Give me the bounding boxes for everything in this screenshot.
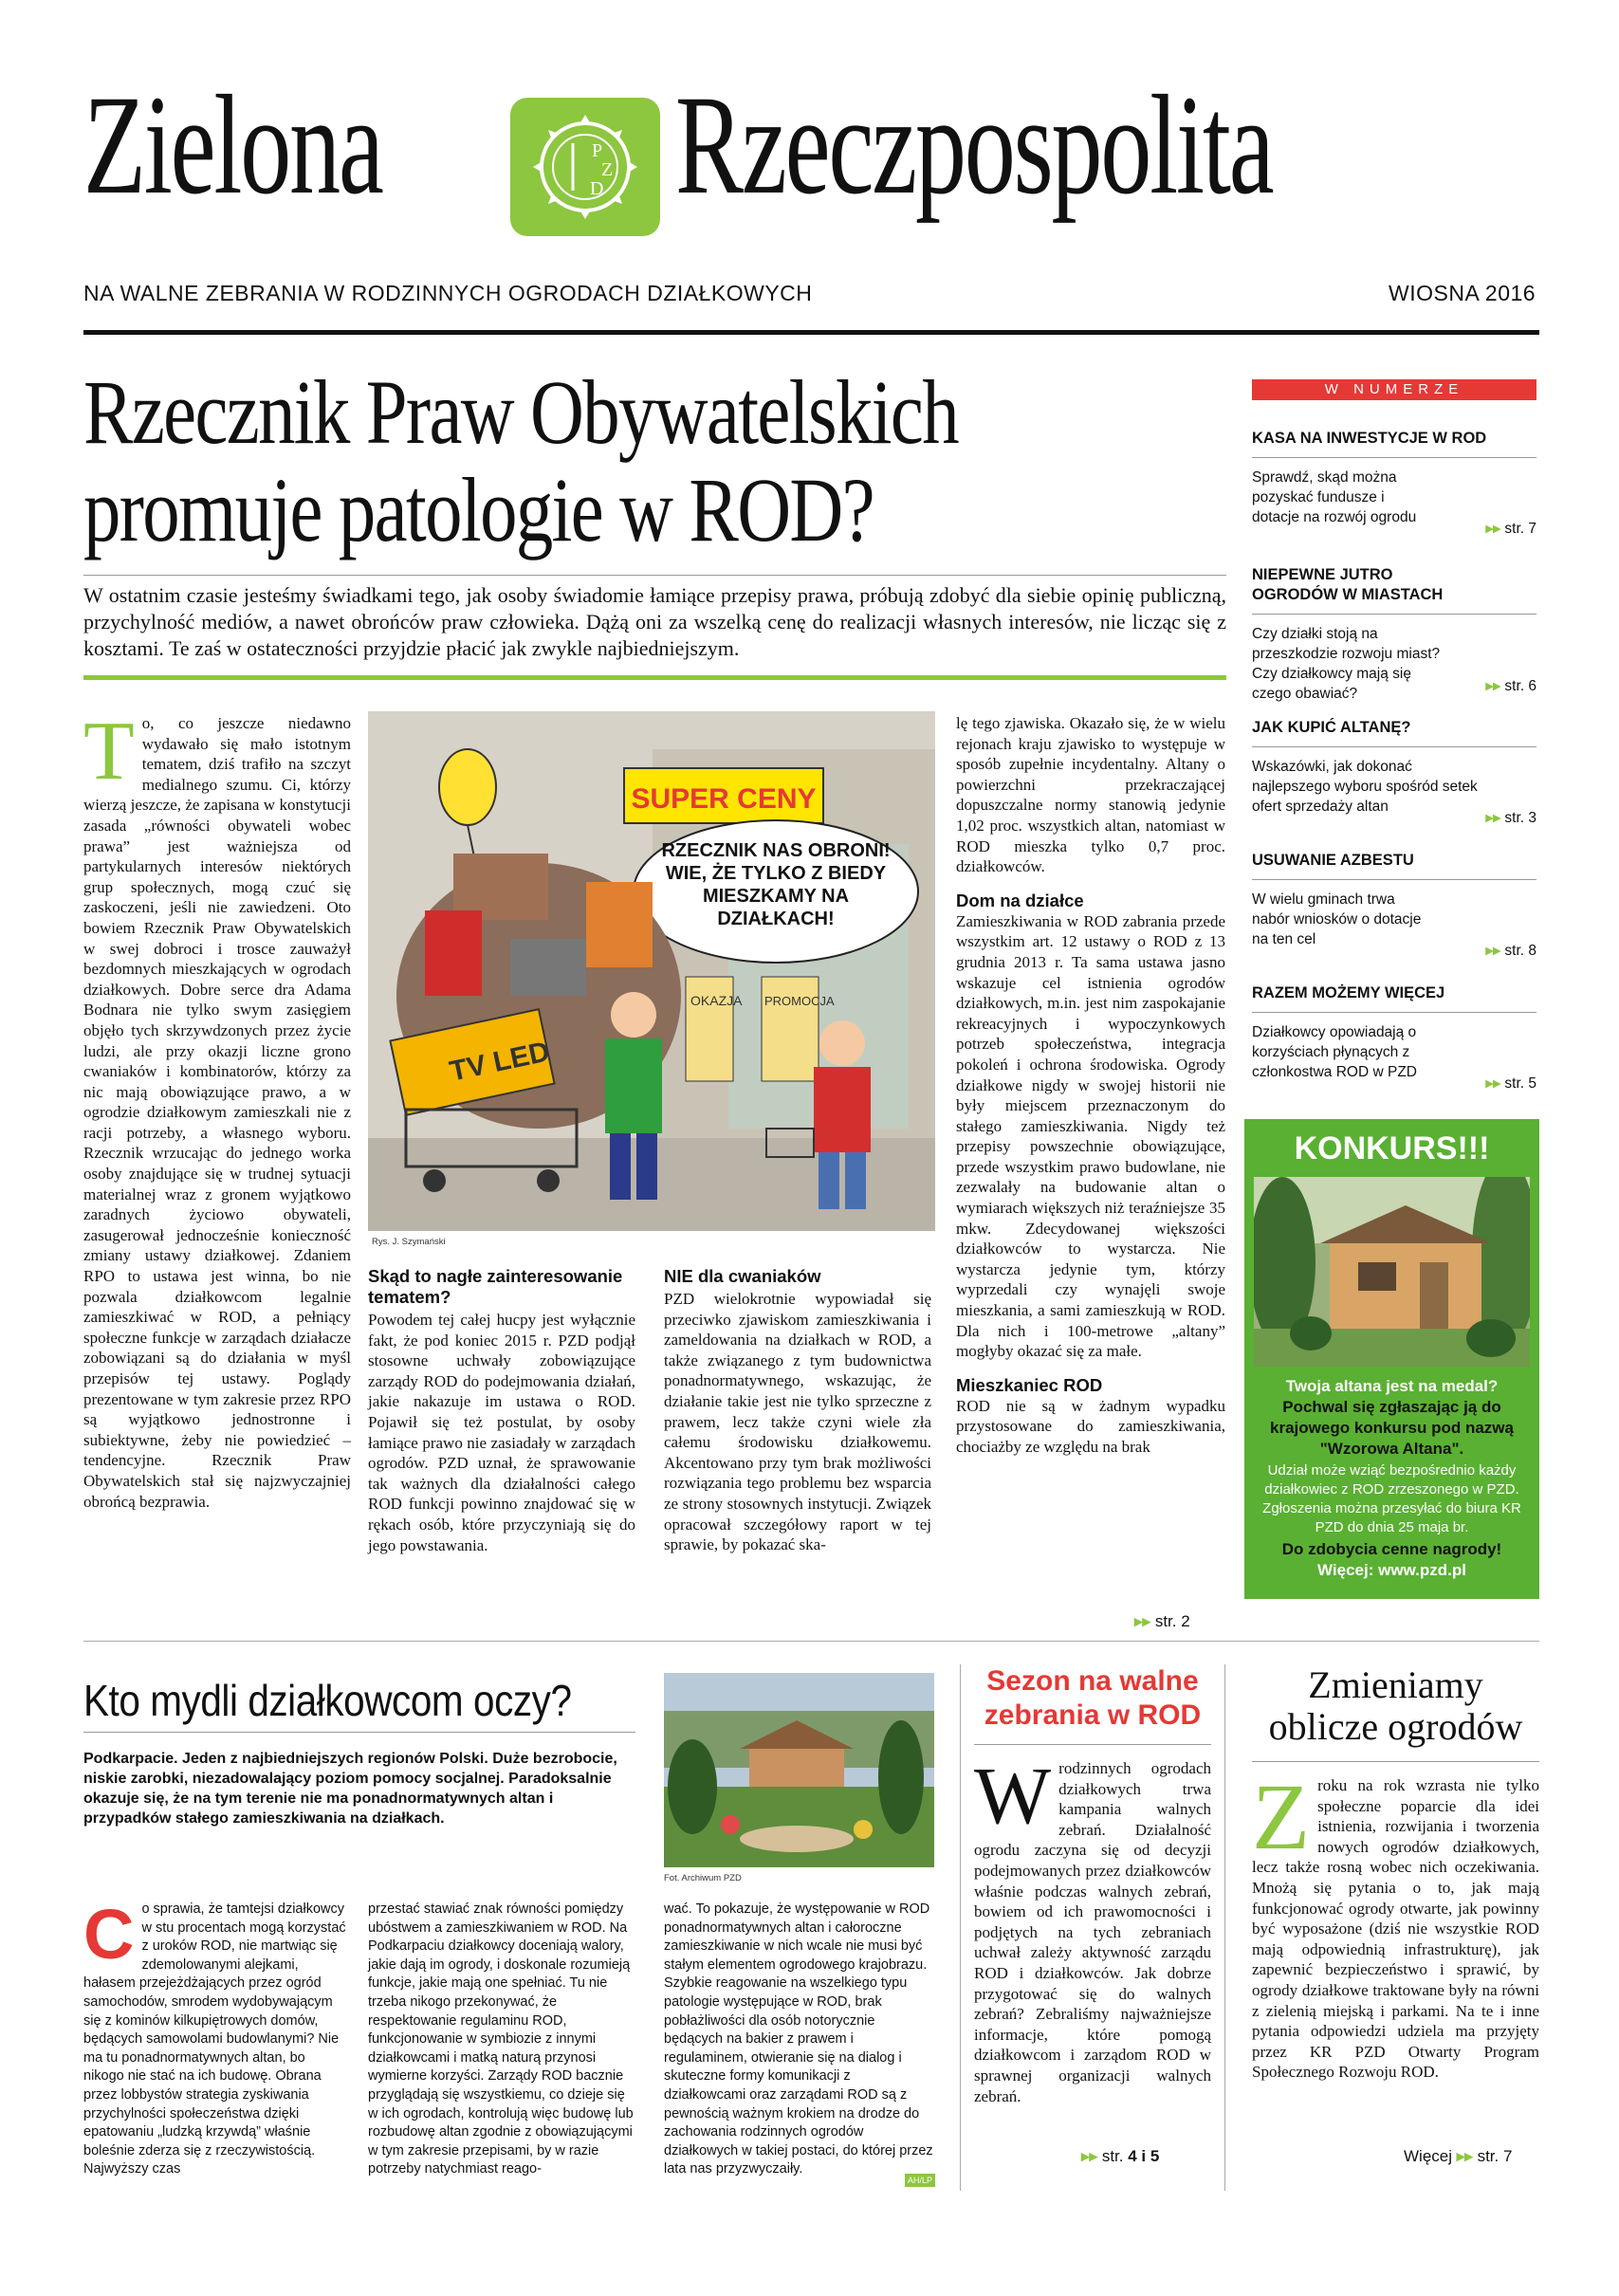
col4-continue-link[interactable] xyxy=(1134,1612,1190,1631)
bottom3-text: roku na rok wzrasta nie tylko społeczne poparcie dla idei istnienia, rozwijania i tworzenia nowych ogrodów działkowych, lecz także rosną wobec nich oczekiwania. Mnożą się pytania o to, jak mają funkcjonować ogrody otwarte, jak powinny być wyposażone (dziś nie wszystkie ROD mają odpowiednią infrastrukturę), jak zapewnić bezpieczeństwo i sprawić, by ogrody działkowe traktowane były na równi z zielenią miejską i parkami. Na te i inne pytania odpowiedzi udziela ma przyjęty przez KR PZD Otwarty Program Społecznego Rozwoju ROD. xyxy=(1252,1776,1539,2082)
col2-text: Powodem tej całej hucpy jest wyłącznie fakt, że pod koniec 2015 r. PZD podjął stosowne uchwały zobowiązujące zarządy ROD do podejmowania działań, jakie nakazuje im ustawa o ROD. Pojawił się też postulat, by osoby łamiące prawo nie zasiadały w zarządach ogrodów. PZD uznał, że sprawowanie tak ważnych dla działalności całego ROD funkcji powinno znajdować się w rękach osób, które przyczyniają się do jego powstawania. xyxy=(368,1311,635,1554)
bottom2-headline: Sezon na walne zebrania w ROD xyxy=(984,1665,1202,1731)
bottom2-text: rodzinnych ogrodach działkowych trwa kampania walnych zebrań. Działalność ogrodu zaczyna się od decyzji podejmowanych przez działkowców właśnie podczas walnych zebrań, bowiem od ich prawomocności i podjętych na tych zebraniach uchwał zależy aktywność zarządu ROD i działkowców. Jak dobrze przygotować się do walnych zebrań? Zebraliśmy najważniejsze informacje, które pomogą działkowcom i zarządom ROD w sprawnej organizacji walnych zebrań. xyxy=(974,1759,1211,2105)
masthead-subtitle: NA WALNE ZEBRANIA W RODZINNYCH OGRODACH DZIAŁKOWYCH xyxy=(83,281,813,305)
double-arrow-icon: ▸▸ xyxy=(1134,1612,1151,1630)
sidebar-item-text: Sprawdź, skąd można pozyskać fundusze i dotacje na rozwój ogrodu xyxy=(1252,469,1417,525)
bottom3-text-wrap xyxy=(1252,1764,1539,2083)
masthead-rule xyxy=(83,330,1539,335)
sidebar-item-page: ▸▸ str. 7 xyxy=(1485,521,1536,537)
main-lead: W ostatnim czasie jesteśmy świadkami tego, jak osoby świadomie łamiące przepisy prawa, próbują zdobyć dla siebie opinię publiczną, przychylność mediów, a nawet obrońców praw człowieka. Dążą oni za wszelką cenę do realizacji własnych interesów, nie licząc się z kosztami. Te zaś w ostateczności przyjdzie płacić jak zwykle najbiedniejszym. xyxy=(83,583,1226,660)
col2-subhead: Skąd to nagłe zainteresowanie tematem? xyxy=(368,1266,623,1307)
double-arrow-icon: ▸▸ xyxy=(1485,678,1501,694)
sidebar xyxy=(1252,379,1536,400)
masthead-title-right: Rzeczpospolita xyxy=(675,66,1273,224)
double-arrow-icon: ▸▸ xyxy=(1456,2147,1473,2165)
bottom1-lead: Podkarpacie. Jeden z najbiedniejszych regionów Polski. Duże bezrobocie, niskie zarobki, niezadowalający poziom pomocy socjalnej. Paradoksalnie okazuje się, że na tym terenie nie ma ponadnormatywnych altan i przypadków stałego zamieszkiwania na działkach. xyxy=(83,1751,617,1827)
bottom2-continue-link[interactable]: ▸▸ str. 4 i 5 xyxy=(1081,2147,1160,2165)
lead-green-rule xyxy=(83,675,1226,680)
bottom2-pages: 4 i 5 xyxy=(1128,2147,1160,2165)
sidebar-divider xyxy=(1252,879,1536,880)
sidebar-divider xyxy=(1252,746,1536,747)
main-col4 xyxy=(956,713,1225,1458)
sidebar-item-page: ▸▸ str. 3 xyxy=(1485,810,1536,826)
col4-str: str. 2 xyxy=(1154,1612,1190,1630)
bottom3-rule xyxy=(1252,1761,1539,1762)
col4-text-mid: Zamieszkiwania w ROD zabrania przede wszystkim art. 12 ustawy o ROD z 13 grudnia 2013 r. Ta sama ustawa jasno wskazuje cel istnienia ogrodów działkowych, m.in. jest nim zaspokajanie rekreacyjnych i wypoczynkowych potrzeb społeczeństwa, integracja pokoleń i ochrona środowiska. Ogrody działkowe nigdy w swojej historii nie były miejscem przeznaczonym do stałego zamieszkiwania. Nigdy też przepisy powszechnie obowiązujące, przede wszystkim prawo budowlane, nie zezwalały na budowanie altan o wymiarach większych niż teraźniejsze 35 mkw. Zdecydowanej większości działkowców to wystarcza. Nie wystarcza jedynie tym, którzy wyprzedali czy wynajęli swoje mieszkania, a sami zamieszkują w ROD. Dla nich i 100-metrowe „altany” mogłyby okazać się za małe. xyxy=(956,911,1225,1361)
sidebar-item-2[interactable] xyxy=(1252,565,1536,704)
main-col1 xyxy=(83,706,351,1512)
sidebar-item-head: RAZEM MOŻEMY WIĘCEJ xyxy=(1252,984,1445,1001)
double-arrow-icon: ▸▸ xyxy=(1485,943,1501,959)
bottom2-dropcap: W xyxy=(974,1750,1052,1841)
bottom3-dropcap: Z xyxy=(1252,1764,1311,1869)
cartoon-promocja: PROMOCJA xyxy=(764,994,835,1008)
sidebar-item-page: ▸▸ str. 6 xyxy=(1485,678,1536,694)
sidebar-item-page: ▸▸ str. 8 xyxy=(1485,943,1536,959)
bottom1-col3: wać. To pokazuje, że występowanie w ROD ponadnormatywnych altan i całoroczne zamieszkiwanie w nich wcale nie musi być stałym elementem ogrodowego krajobrazu. Szybkie reagowanie na wszelkiego typu patologie występujące w ROD, brak pobłażliwości dla osób notorycznie będących na bakier z prawem i regulaminem, otwieranie się na dialog i skuteczne formy komunikacji z działkowcami oraz zarządami ROD są z pewnością ważnym krokiem na drodze do zachowania rodzinnych ogrodów działkowych w takiej postaci, do której przez lata nas przyzwyczaiły. xyxy=(664,1901,933,2177)
sidebar-item-head: USUWANIE AZBESTU xyxy=(1252,852,1414,869)
garden-house-photo-icon xyxy=(1254,1177,1530,1367)
logo-letter-z: Z xyxy=(601,159,614,180)
konkurs-question: Twoja altana jest na medal? xyxy=(1285,1377,1499,1395)
sidebar-label: W NUMERZE xyxy=(1252,379,1536,400)
bottom3 xyxy=(1252,1664,1539,2083)
bottom2-text-wrap xyxy=(974,1750,1211,2106)
cartoon-sign: SUPER CENY xyxy=(631,783,817,815)
bottom3-headline: Zmieniamy oblicze ogrodów xyxy=(1268,1663,1523,1748)
bottom1-photo-caption: Fot. Archiwum PZD xyxy=(664,1873,742,1883)
sidebar-item-3[interactable] xyxy=(1252,718,1536,826)
col4-subhead-1: Dom na działce xyxy=(956,890,1084,910)
double-arrow-icon: ▸▸ xyxy=(1485,810,1501,826)
bottom1-headline: Kto mydli działkowcom oczy? xyxy=(83,1676,572,1725)
col4-subhead-2: Mieszkaniec ROD xyxy=(956,1374,1103,1395)
headline-rule xyxy=(83,575,1226,576)
bottom2-rule xyxy=(974,1744,1211,1745)
pzd-logo-icon xyxy=(510,98,660,236)
konkurs-more-link[interactable]: Więcej: www.pzd.pl xyxy=(1317,1561,1466,1579)
sidebar-item-head: JAK KUPIĆ ALTANĘ? xyxy=(1252,719,1411,736)
bottom3-continue-link[interactable]: Więcej ▸▸ str. 7 xyxy=(1404,2147,1513,2165)
cartoon-okazja: OKAZJA xyxy=(690,993,743,1008)
bottom1-col2: przestać stawiać znak równości pomiędzy ubóstwem a zamieszkiwaniem w ROD. Na Podkarpaciu działkowcy doceniają walory, jakie dają im ogrody, i doskonale rozumieją funkcje, jakie mają one spełniać. Tu nie trzeba nikogo przekonywać, że respektowanie regulaminu ROD, funkcjonowanie w symbiozie z innymi działkowcami i matką naturą przynosi wymierne korzyści. Zarządy ROD bacznie przyglądają się wszystkiemu, co dzieje się w ich ogrodach, kontrolują więc budowę lub rozbudowę altan zgodnie z obowiązującymi w tym zakresie przepisami, by w razie potrzeby natychmiast reago- xyxy=(368,1901,634,2177)
bottom1-col1-text: o sprawia, że tamtejsi działkowcy w stu procentach mogą korzystać z uroków ROD, nie martwiąc się zdemolowanymi alejkami, hałasem przejeżdżających przez ogród samochodów, smrodem wydobywającym się z kominów kilkupiętrowych domów, będących samowolami budowlanymi? Nie ma tu ponadnormatywnych altan, bo nikogo nie stać na ich budowę. Obrana przez lobbystów strategia zyskiwania przychylności społeczeństwa dzięki epatowaniu „ludzką krzywdą” właśnie boleśnie zderza się z rzeczywistością. Najwyższy czas xyxy=(83,1901,346,2177)
bottom1-dropcap: C xyxy=(83,1895,135,1974)
konkurs-photo xyxy=(1254,1177,1530,1367)
bottom-divider xyxy=(83,1641,1539,1642)
sidebar-item-head: KASA NA INWESTYCJE W ROD xyxy=(1252,430,1487,447)
main-headline-line1: Rzecznik Praw Obywatelskich xyxy=(83,361,958,463)
sidebar-divider xyxy=(1252,457,1536,458)
sidebar-item-page: ▸▸ str. 5 xyxy=(1485,1075,1536,1092)
konkurs-bold: Pochwal się zgłaszając ją do krajowego konkursu pod nazwą "Wzorowa Altana". xyxy=(1270,1398,1514,1458)
konkurs-text: Udział może wziąć bezpośrednio każdy działkowiec z ROD zrzeszonego w PZD. Zgłoszenia można przesyłać do biura KR PZD do dnia 25 maja br. xyxy=(1262,1462,1521,1535)
bottom1-sign: AH/LP xyxy=(905,2174,935,2187)
col4-text-top: lę tego zjawiska. Okazało się, że w wielu rejonach kraju zjawisko to występuje w sposób zupełnie incydentalny. Altany o powierzchni przekraczającej dopuszczalne normy stanowią jedynie 1,02 proc. wszystkich altan, natomiast w ROD mieszka tylko 0,7 proc. działkowców. xyxy=(956,714,1225,876)
sidebar-item-4[interactable] xyxy=(1252,851,1536,959)
main-headline-line2: promuje patologie w ROD? xyxy=(83,459,874,560)
sidebar-item-head: NIEPEWNE JUTRO OGRODÓW W MIASTACH xyxy=(1252,566,1444,603)
pzd-logo xyxy=(510,98,660,236)
logo-letter-d: D xyxy=(590,178,604,199)
sidebar-item-5[interactable] xyxy=(1252,983,1536,1092)
sidebar-item-text: W wielu gminach trwa nabór wniosków o dotacje na ten cel xyxy=(1252,891,1422,947)
masthead-title-left: Zielona xyxy=(83,66,382,224)
bottom2 xyxy=(960,1664,1225,2191)
sidebar-item-text: Działkowcy opowiadają o korzyściach płynących z członkostwa ROD w PZD xyxy=(1252,1024,1417,1080)
sidebar-divider xyxy=(1252,614,1536,615)
cartoon-bubble: RZECZNIK NAS OBRONI! WIE, ŻE TYLKO Z BIEDY MIESZKAMY NA DZIAŁKACH! xyxy=(661,840,891,929)
double-arrow-icon: ▸▸ xyxy=(1485,521,1501,537)
col4-text-bot: ROD nie są w żadnym wypadku przystosowane do zamieszkiwania, chociażby ze względu na brak xyxy=(956,1396,1225,1456)
masthead-edition: WIOSNA 2016 xyxy=(1389,281,1536,305)
main-dropcap: T xyxy=(83,706,135,798)
cartoon-image xyxy=(368,711,935,1231)
konkurs-title: KONKURS!!! xyxy=(1294,1130,1490,1166)
sidebar-item-text: Wskazówki, jak dokonać najlepszego wyboru spośród setek ofert sprzedaży altan xyxy=(1252,759,1478,815)
main-col2 xyxy=(368,1266,635,1555)
konkurs-box xyxy=(1244,1119,1539,1599)
bottom1-col1 xyxy=(83,1895,347,2179)
sidebar-divider xyxy=(1252,1012,1536,1013)
cartoon-illustration-icon xyxy=(368,711,935,1231)
main-col3 xyxy=(664,1266,931,1555)
col3-subhead: NIE dla cwaniaków xyxy=(664,1266,821,1286)
cartoon-caption: Rys. J. Szymański xyxy=(372,1237,446,1247)
garden-photo-icon xyxy=(664,1673,934,1867)
double-arrow-icon: ▸▸ xyxy=(1081,2147,1098,2165)
sidebar-item-1[interactable] xyxy=(1252,429,1536,537)
main-col1-text: o, co jeszcze niedawno wydawało się mało istotnym tematem, dziś trafiło na szczyt medialnego szumu. Ci, którzy wierzą jeszcze, że zapisana w konstytucji zasada „równości obywateli wobec prawa” jest ważniejsza od partykularnych interesów niektórych grup społecznych, mogą czuć się zaskoczeni, jeśli nie zawiedzeni. Oto bowiem Rzecznik Praw Obywatelskich w swej dobroci i trosce zauważył bezdomnych mieszkających w ogrodach działkowych. Dobre serce dra Adama Bodnara nie tylko swym zasięgiem objęło tych skrzywdzonych przez życie ludzi, ale przy okazji liczne grono cwaniaków i kombinatorów, którzy za nic mają obowiązujące prawo, a w ogrodzie działkowym zamieszkali nie z racji potrzeby, a własnego wyboru. Rzecznik wrzucając do jednego worka osoby znajdujące się w trudnej sytuacji materialnej wraz z gronem wyjątkowo zaradnych życiowo obywateli, zasugerował jednocześnie konieczność zmiany ustawy działkowej. Zdaniem RPO to ustawa jest winna, bo nie pozwala działkowcom legalnie zamieszkiwać w ROD, a pełniący społeczne funkcje w zarządach działacze zobowiązani są do działania w myśl przepisów tej ustawy. Poglądy prezentowane w tym zakresie przez RPO są wyjątkowo jednostronne i subiektywne, żeby nie powiedzieć – tendencyjne. Rzecznik Praw Obywatelskich stał się najzwyczajniej obrońcą bezprawia. xyxy=(83,714,351,1511)
logo-letter-p: P xyxy=(592,140,603,161)
col3-text: PZD wielokrotnie wypowiadał się przeciwko zjawiskom zamieszkiwania i zameldowania na działkach w ROD, a także związanego z tym budownictwa ponadnormatywnego, wskazując, że działanie takie jest nie tylko sprzeczne z prawem, lecz także czyni wiele zła całemu środowisku działkowemu. Akcentowano przy tym brak możliwości rozwiązania tego problemu bez wsparcia ze strony stosownych instytucji. Związek opracował szczegółowy raport w tej sprawie, by pokazać ska- xyxy=(664,1290,931,1554)
bottom1-rule xyxy=(83,1732,635,1733)
bottom1-photo xyxy=(664,1673,934,1867)
cartoon-tv: TV LED xyxy=(447,1036,553,1088)
konkurs-prize: Do zdobycia cenne nagrody! xyxy=(1281,1540,1502,1558)
double-arrow-icon: ▸▸ xyxy=(1485,1075,1501,1092)
sidebar-item-text: Czy działki stoją na przeszkodzie rozwoju miast? Czy działkowcy mają się czego obawiać? xyxy=(1252,626,1441,702)
